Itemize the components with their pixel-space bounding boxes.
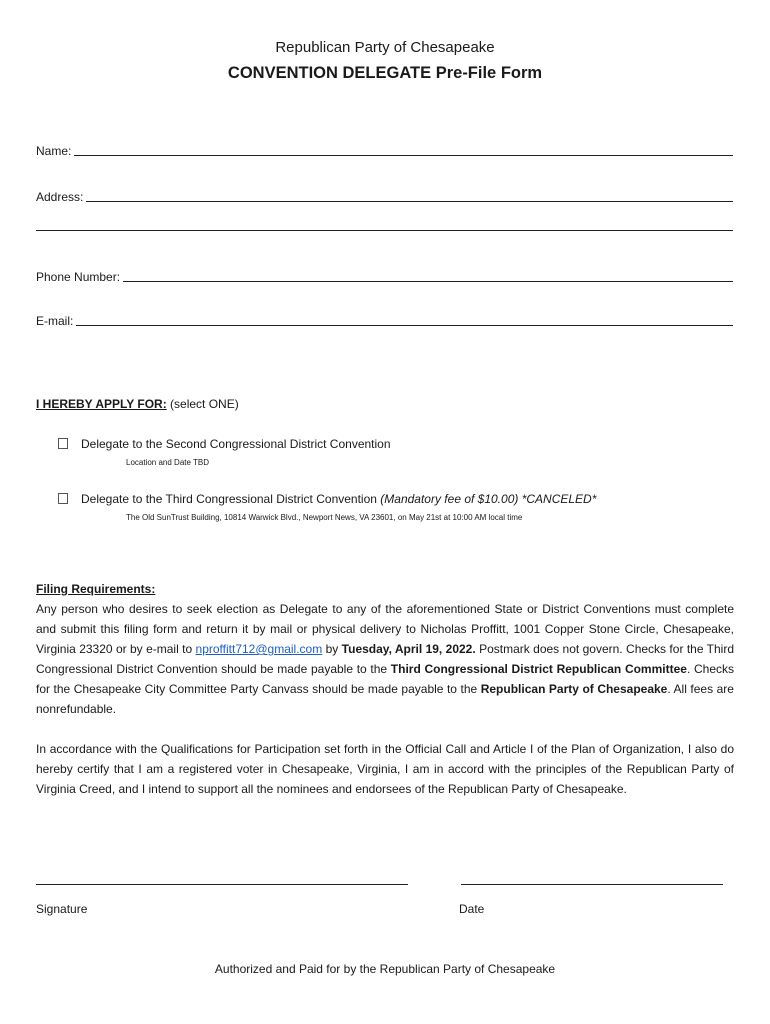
organization-name: Republican Party of Chesapeake (275, 39, 495, 56)
email-input-line[interactable] (76, 324, 733, 326)
checkbox-third-district[interactable] (58, 493, 68, 504)
apply-heading (36, 397, 239, 411)
payee-third-district: Third Congressional District Republican Committee (390, 662, 687, 676)
paragraph-text: by (322, 642, 342, 656)
footer-disclaimer: Authorized and Paid for by the Republican Party of Chesapeake (214, 962, 556, 976)
option-fee-note: (Mandatory fee of $10.00) *CANCELED* (380, 492, 597, 506)
address-field (36, 190, 733, 204)
signature-label: Signature (36, 902, 88, 916)
apply-note: (select ONE) (170, 397, 239, 411)
email-field (36, 314, 733, 328)
email-link[interactable]: nproffitt712@gmail.com (195, 642, 323, 656)
option-second-district[interactable] (58, 437, 391, 451)
paragraph-text: . All fees are nonrefundable. (36, 682, 734, 716)
filing-requirements-heading: Filing Requirements: (36, 582, 156, 596)
option-detail: The Old SunTrust Building, 10814 Warwick Blvd., Newport News, VA 23601, on May 21st at 10:00 AM local time (126, 513, 523, 522)
signature-line[interactable] (36, 884, 408, 885)
checkbox-second-district[interactable] (58, 438, 68, 449)
paragraph-text: Postmark does not govern. Checks for the Third Congressional District Convention should be made payable to the (36, 642, 735, 676)
date-line[interactable] (461, 884, 723, 885)
option-label: Delegate to the Third Congressional District Convention (81, 492, 381, 506)
phone-label: Phone Number: (36, 270, 121, 284)
name-field (36, 144, 733, 158)
name-input-line[interactable] (74, 154, 733, 156)
option-label: Delegate to the Second Congressional District Convention (81, 437, 391, 451)
phone-input-line[interactable] (123, 280, 733, 282)
option-detail: Location and Date TBD (126, 458, 210, 467)
payee-rpc: Republican Party of Chesapeake (480, 682, 668, 696)
phone-field (36, 270, 733, 284)
deadline: Tuesday, April 19, 2022. (341, 642, 476, 656)
address-input-line[interactable] (86, 200, 733, 202)
paragraph-text: . Checks for the Chesapeake City Committee Party Canvass should be made payable to the (36, 662, 734, 696)
paragraph-text: Any person who desires to seek election as Delegate to any of the aforementioned State or District Conventions must complete and submit this filing form and return it by mail or physical delivery to Nicholas Proffitt, 1001 Copper Stone Circle, Chesapeake, Virginia 23320 or by e-mail to (36, 602, 734, 656)
email-label: E-mail: (36, 314, 74, 328)
filing-requirements-paragraph (36, 599, 734, 719)
option-third-district[interactable] (58, 492, 596, 506)
apply-heading-text: I HEREBY APPLY FOR: (36, 397, 167, 411)
name-label: Name: (36, 144, 72, 158)
certification-paragraph: In accordance with the Qualifications for Participation set forth in the Official Call and Article I of the Plan of Organization, I also do hereby certify that I am a registered voter in Chesapeake, Virginia, I am in accord with the principles of the Republican Party of Virginia Creed, and I intend to support all the nominees and endorsees of the Republican Party of Chesapeake. (36, 742, 734, 796)
address-input-line-2[interactable] (36, 229, 733, 231)
form-title: CONVENTION DELEGATE Pre-File Form (227, 64, 543, 82)
date-label: Date (459, 902, 485, 916)
address-label: Address: (36, 190, 84, 204)
address-field-line2 (36, 229, 733, 233)
